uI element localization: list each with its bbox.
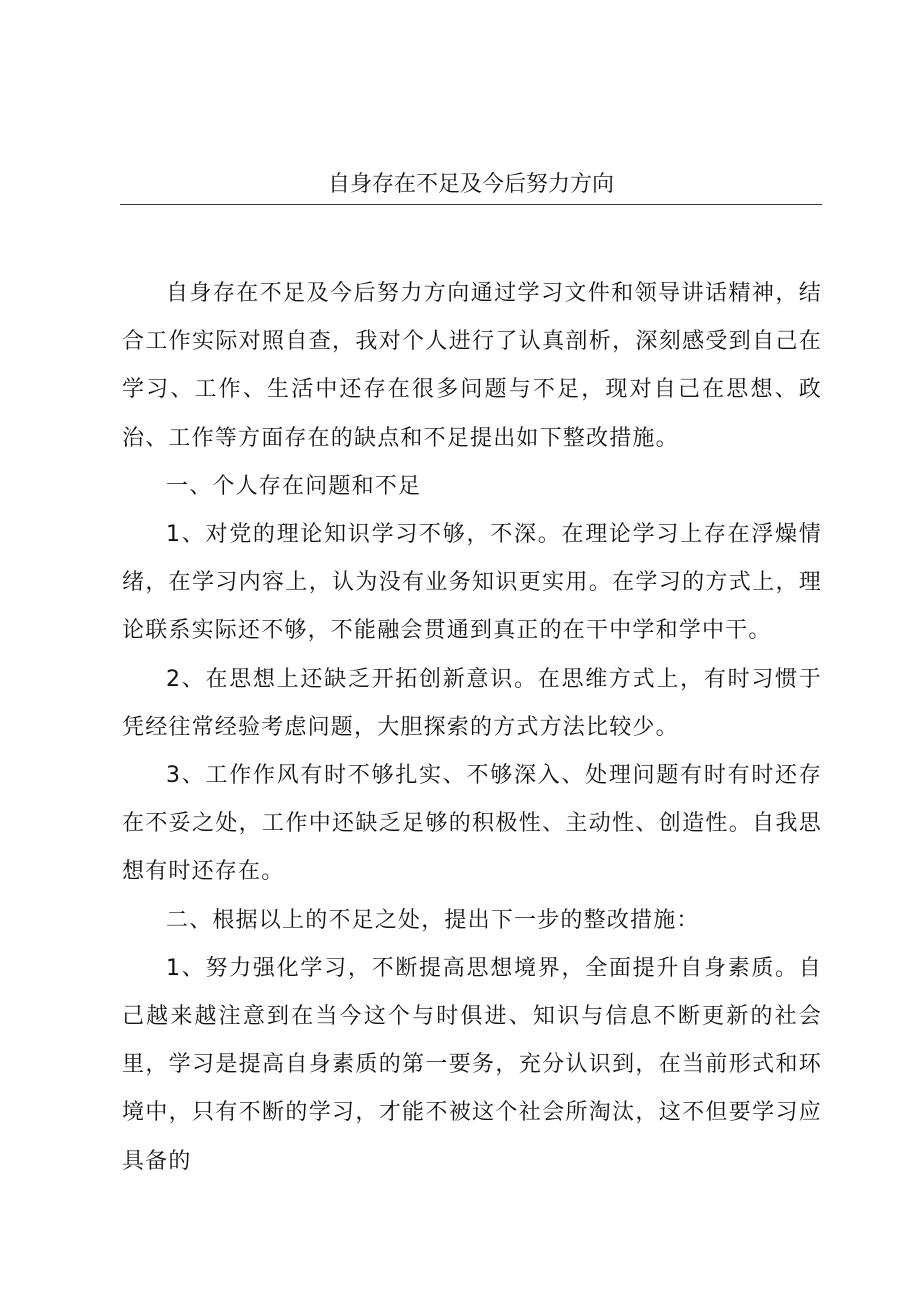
section-heading-problems: 一、个人存在问题和不足 bbox=[166, 473, 422, 499]
document-title: 自身存在不足及今后努力方向 bbox=[327, 172, 614, 197]
paragraph-problem-1: 1、对党的理论知识学习不够，不深。在理论学习上存在浮燥情绪，在学习内容上，认为没有业务知识更实用。在学习的方式上，理论联系实际还不够，不能融会贯通到真正的在干中学和学中干。 bbox=[122, 522, 822, 644]
paragraph-problem-3: 3、工作作风有时不够扎实、不够深入、处理问题有时有时还存在不妥之处，工作中还缺乏足够的积极性、主动性、创造性。自我思想有时还存在。 bbox=[122, 763, 822, 885]
paragraph-problem-2: 2、在思想上还缺乏开拓创新意识。在思维方式上，有时习惯于凭经往常经验考虑问题，大胆探索的方式方法比较少。 bbox=[122, 666, 822, 740]
paragraph-measure-1: 1、努力强化学习，不断提高思想境界，全面提升自身素质。自己越来越注意到在当今这个与时俱进、知识与信息不断更新的社会里，学习是提高自身素质的第一要务，充分认识到，在当前形式和环境中，只有不断的学习，才能不被这个社会所淘汰，这不但要学习应具备的 bbox=[122, 955, 822, 1174]
document-header bbox=[120, 168, 822, 205]
document-body bbox=[122, 270, 822, 1186]
section-heading-measures: 二、根据以上的不足之处，提出下一步的整改措施： bbox=[166, 907, 700, 933]
paragraph-intro: 自身存在不足及今后努力方向通过学习文件和领导讲话精神，结合工作实际对照自查，我对个人进行了认真剖析，深刻感受到自己在学习、工作、生活中还存在很多问题与不足，现对自己在思想、政治、工作等方面存在的缺点和不足提出如下整改措施。 bbox=[122, 281, 822, 451]
